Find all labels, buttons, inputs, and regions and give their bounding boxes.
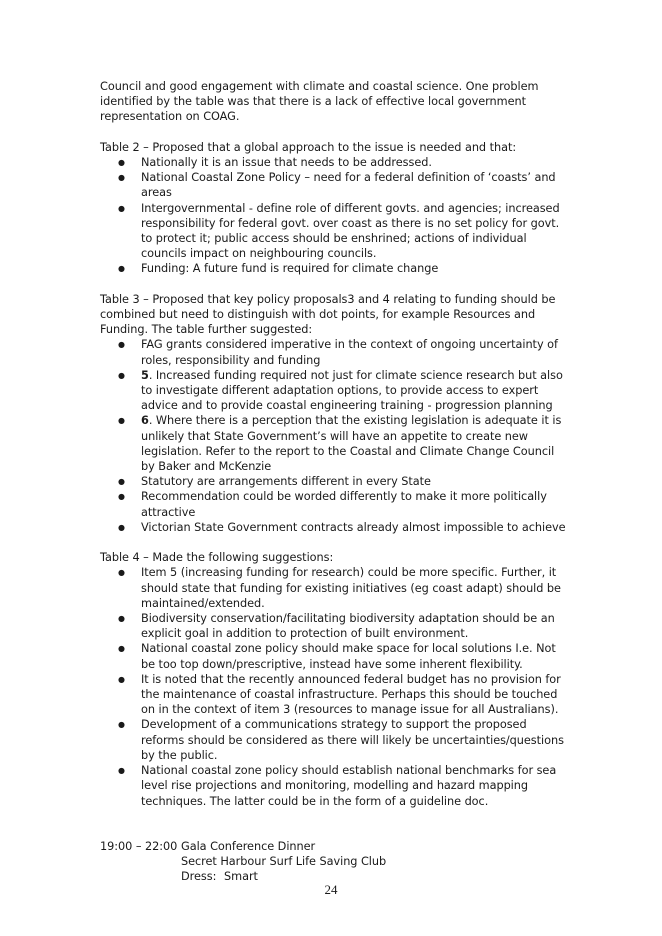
table2-list	[100, 155, 570, 277]
list-item	[100, 337, 570, 367]
intro-paragraph: Council and good engagement with climate and coastal science. One problem identified by the table was that there is a lack of effective local government representation on COAG.	[100, 80, 539, 124]
dinner-schedule	[100, 839, 570, 885]
list-item	[100, 489, 570, 519]
table3-intro: Table 3 – Proposed that key policy proposals3 and 4 relating to funding should be combined but need to distinguish with dot points, for example Resources and Funding. The table further suggested:	[100, 292, 556, 337]
table4-intro: Table 4 – Made the following suggestions:	[100, 551, 334, 565]
list-item: ● Nationally it is an issue that needs to be addressed.	[100, 155, 570, 170]
table3-list	[100, 337, 570, 535]
schedule-venue: Secret Harbour Surf Life Saving Club	[181, 855, 387, 869]
list-item	[100, 368, 570, 414]
list-item: ● National coastal zone policy should establish national benchmarks for sea level rise projections and monitoring, modelling and hazard mapping techniques. The latter could be in the form of a guideline doc.	[100, 763, 570, 809]
item-number: 6	[141, 414, 149, 428]
schedule-time: 19:00 – 22:00	[100, 840, 178, 854]
dress-label: Dress:	[181, 870, 217, 884]
list-item: ● National Coastal Zone Policy – need for a federal definition of ‘coasts’ and areas	[100, 170, 570, 200]
dress-value: Smart	[224, 870, 258, 884]
list-item: ● Development of a communications strategy to support the proposed reforms should be considered as there will likely be uncertainties/questions by the public.	[100, 717, 570, 763]
table4-list	[100, 565, 570, 808]
list-item: ● Biodiversity conservation/facilitating biodiversity adaptation should be an explicit goal in addition to protection of built environment.	[100, 611, 570, 641]
list-item-text: Statutory are arrangements different in every State	[141, 475, 431, 489]
list-item: ● National coastal zone policy should make space for local solutions I.e. Not be too top down/prescriptive, instead have some inherent flexibility.	[100, 641, 570, 671]
list-item-text: . Increased funding required not just for climate science research but also to investigate different adaptation options, to provide access to expert advice and to provide coastal engineering training - progression planning	[141, 368, 563, 413]
page-content	[100, 79, 570, 885]
page-number: 24	[324, 882, 338, 897]
list-item	[100, 413, 570, 474]
list-item-text: Victorian State Government contracts already almost impossible to achieve	[141, 520, 566, 534]
list-item	[100, 474, 570, 489]
list-item: ● Funding: A future fund is required for climate change	[100, 261, 570, 276]
list-item-text: . Where there is a perception that the existing legislation is adequate it is unlikely that State Government’s will have an appetite to create new legislation. Refer to the report to the Coastal and Climate Change Council by Baker and McKenzie	[141, 414, 562, 474]
item-number: 5	[141, 368, 149, 382]
list-item: ● Item 5 (increasing funding for research) could be more specific. Further, it should state that funding for existing initiatives (eg coast adapt) should be maintained/extended.	[100, 565, 570, 611]
list-item-text: Recommendation could be worded differently to make it more politically attractive	[141, 490, 547, 519]
list-item	[100, 520, 570, 535]
list-item-text: FAG grants considered imperative in the context of ongoing uncertainty of roles, responsibility and funding	[141, 338, 558, 367]
list-item: ● It is noted that the recently announced federal budget has no provision for the maintenance of coastal infrastructure. Perhaps this should be touched on in the context of item 3 (resources to manage issue for all Australians).	[100, 672, 570, 718]
list-item: ● Intergovernmental - define role of different govts. and agencies; increased responsibility for federal govt. over coast as there is no set policy for govt. to protect it; public access should be enshrined; actions of individual councils impact on neighbouring councils.	[100, 201, 570, 262]
schedule-event: Gala Conference Dinner	[181, 840, 316, 854]
table2-intro: Table 2 – Proposed that a global approach to the issue is needed and that:	[100, 140, 517, 154]
